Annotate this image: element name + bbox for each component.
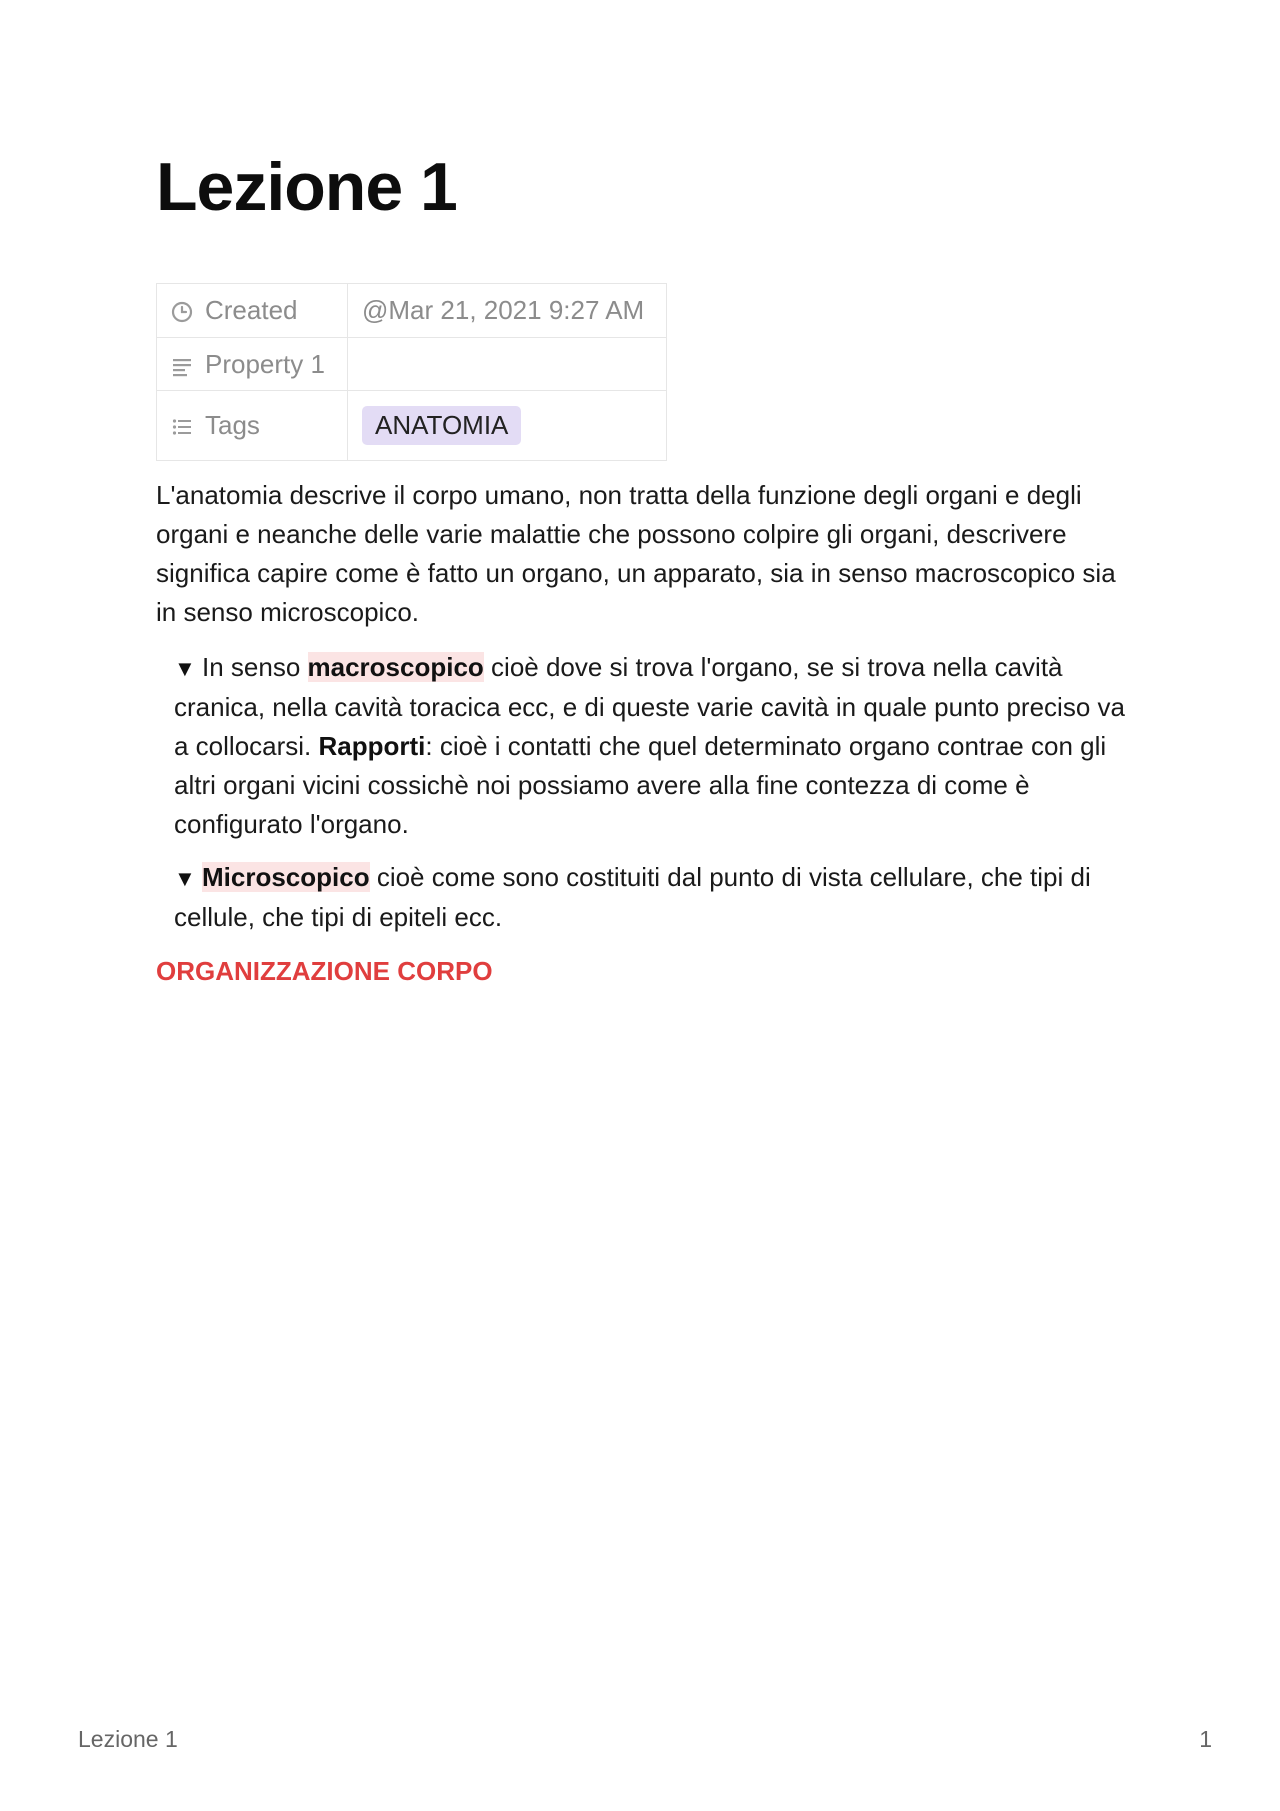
- property-row-created: [157, 284, 667, 338]
- properties-table: [156, 283, 667, 461]
- clock-icon: [171, 301, 193, 323]
- highlighted-term: Microscopico: [202, 862, 370, 892]
- toggle-text: : cioè i contatti che quel determinato organo contrae con gli altri organi vicini cossichè noi possiamo avere alla fine contezza di come è configurato l'organo.: [174, 731, 1107, 839]
- toggle-text: In senso: [202, 652, 308, 682]
- property-key-tags[interactable]: [157, 391, 348, 461]
- property-label: Tags: [205, 410, 260, 440]
- bold-term: Rapporti: [318, 731, 426, 761]
- toggle-block-microscopico: [174, 858, 1134, 937]
- section-heading: ORGANIZZAZIONE CORPO: [156, 956, 493, 986]
- property-row-tags: [157, 391, 667, 461]
- toggle-arrow-icon[interactable]: ▼: [174, 866, 196, 891]
- property-label: Created: [205, 295, 298, 325]
- property-key-created[interactable]: [157, 284, 348, 338]
- list-icon: [171, 416, 193, 438]
- page-number: 1: [1199, 1726, 1212, 1752]
- property-row-property-1: [157, 338, 667, 391]
- intro-paragraph: L'anatomia descrive il corpo umano, non tratta della funzione degli organi e degli organi e neanche delle varie malattie che possono colpire gli organi, descrivere significa capire come è fatto un organo, un apparato, sia in senso macroscopico sia in senso microscopico.: [156, 480, 1116, 627]
- toggle-block-macroscopico: [174, 648, 1134, 844]
- property-value-property-1[interactable]: [348, 338, 667, 391]
- toggle-text: cioè come sono costituiti dal punto di vista cellulare, che tipi di cellule, che tipi di epiteli ecc.: [174, 862, 1091, 932]
- tag-anatomia[interactable]: ANATOMIA: [362, 406, 521, 445]
- property-value-created[interactable]: @Mar 21, 2021 9:27 AM: [348, 284, 667, 338]
- property-label: Property 1: [205, 348, 325, 379]
- toggle-arrow-icon[interactable]: ▼: [174, 656, 196, 681]
- property-key-property-1[interactable]: [157, 338, 348, 391]
- text-lines-icon: [171, 355, 193, 377]
- page-title: Lezione 1: [156, 149, 457, 225]
- highlighted-term: macroscopico: [307, 652, 484, 682]
- toggle-text: cioè dove si trova l'organo, se si trova nella cavità cranica, nella cavità toracica ecc, e di queste varie cavità in quale punto preciso va a collocarsi.: [174, 652, 1125, 761]
- footer-title: Lezione 1: [78, 1726, 178, 1752]
- property-value-tags[interactable]: [348, 391, 667, 461]
